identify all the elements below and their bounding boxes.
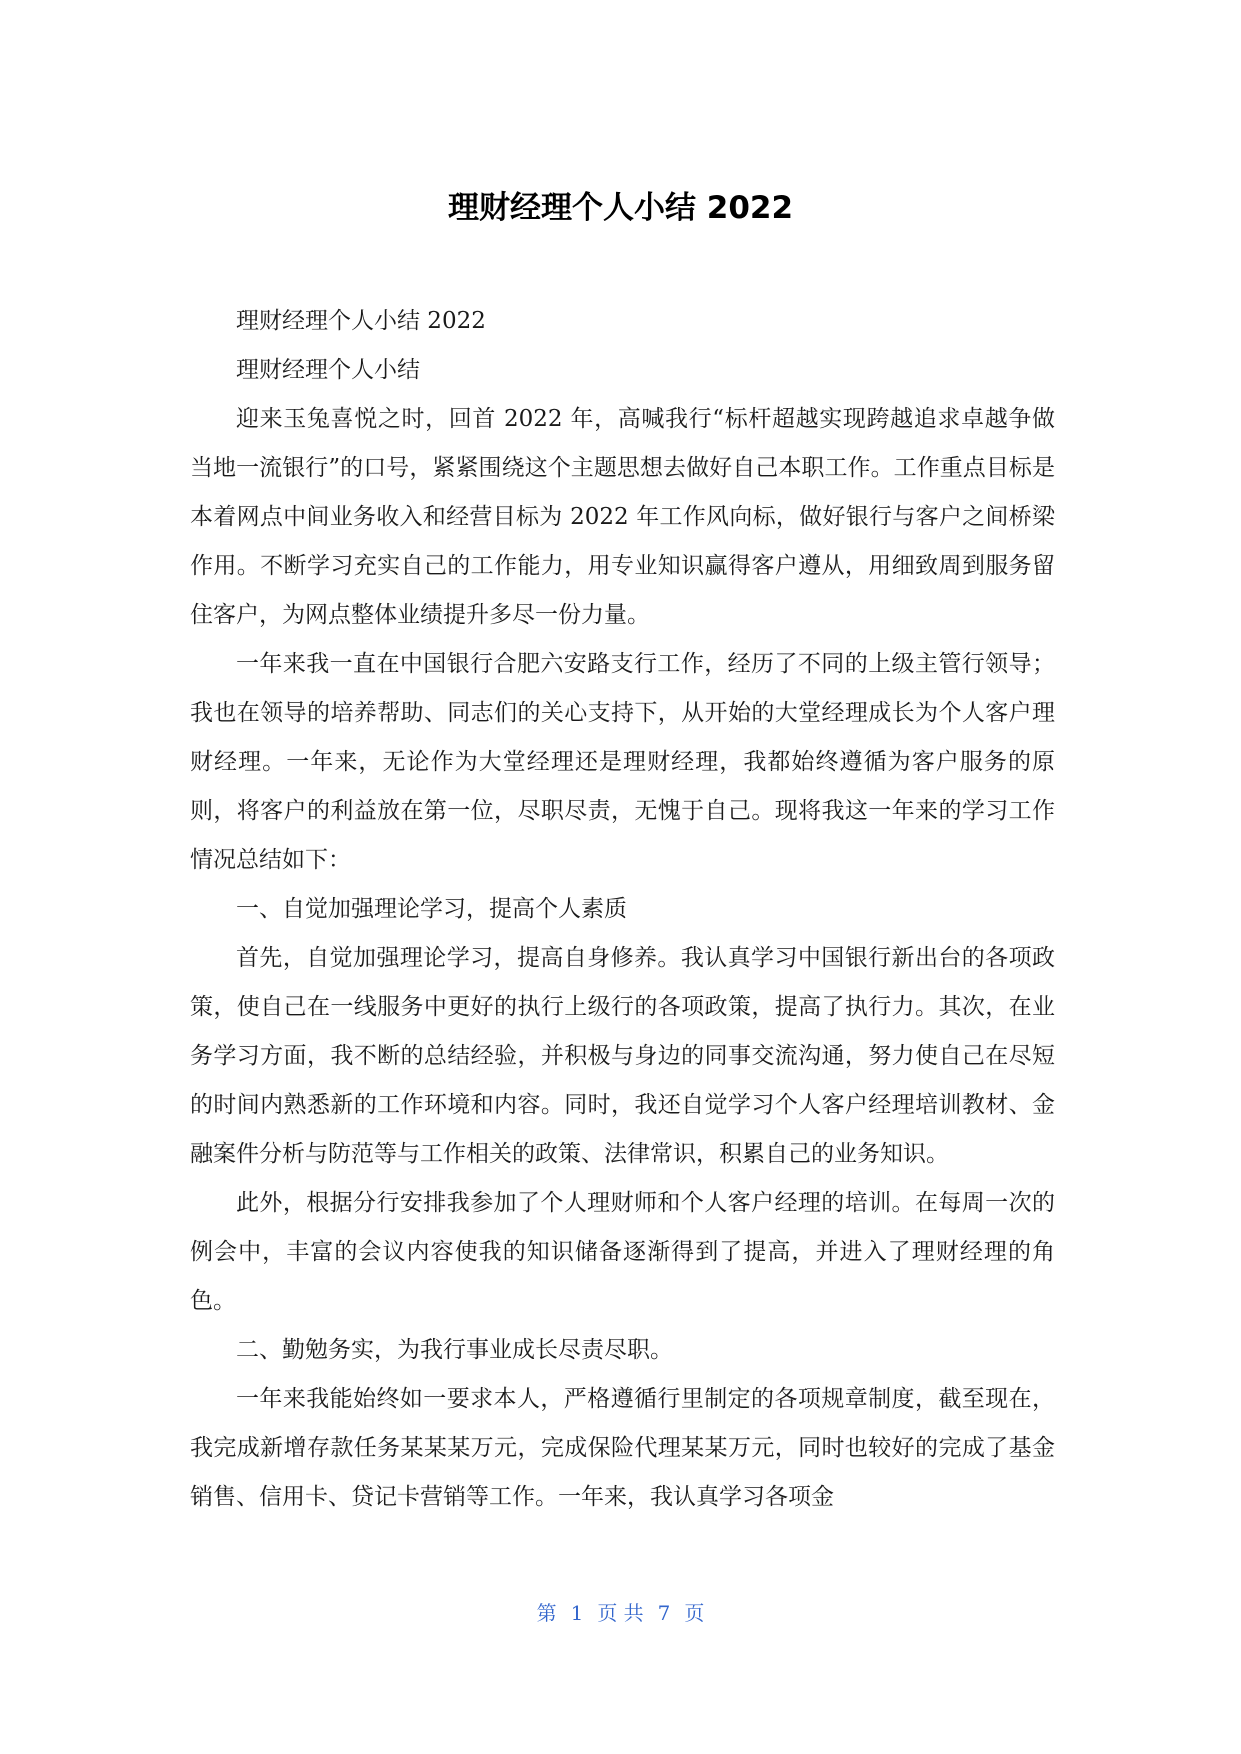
section-heading-1: 一、自觉加强理论学习，提高个人素质	[236, 896, 627, 922]
footer-total-pages: 7	[657, 1601, 671, 1625]
paragraph-background: 一年来我一直在中国银行合肥六安路支行工作，经历了不同的上级主管行领导；我也在领导的培养帮助、同志们的关心支持下，从开始的大堂经理成长为个人客户理财经理。一年来，无论作为大堂经理还是理财经理，我都始终遵循为客户服务的原则，将客户的利益放在第一位，尽职尽责，无愧于自己。现将我这一年来的学习工作情况总结如下：	[190, 651, 1055, 873]
document-body	[190, 297, 1055, 1522]
footer-middle: 页 共	[597, 1601, 644, 1625]
paragraph-intro: 迎来玉兔喜悦之时，回首 2022 年，高喊我行“标杆超越实现跨越追求卓越争做当地一流银行”的口号，紧紧围绕这个主题思想去做好自己本职工作。工作重点目标是本着网点中间业务收入和经营目标为 2022 年工作风向标，做好银行与客户之间桥梁作用。不断学习充实自己的工作能力，用专业知识赢得客户遵从，用细致周到服务留住客户，为网点整体业绩提升多尽一份力量。	[190, 406, 1055, 628]
paragraph-achievements: 一年来我能始终如一要求本人，严格遵循行里制定的各项规章制度，截至现在，我完成新增存款任务某某某万元，完成保险代理某某万元，同时也较好的完成了基金销售、信用卡、贷记卡营销等工作。一年来，我认真学习各项金	[190, 1386, 1055, 1510]
section-heading-2: 二、勤勉务实，为我行事业成长尽责尽职。	[236, 1337, 673, 1363]
paragraph-study: 首先，自觉加强理论学习，提高自身修养。我认真学习中国银行新出台的各项政策，使自己在一线服务中更好的执行上级行的各项政策，提高了执行力。其次，在业务学习方面，我不断的总结经验，并积极与身边的同事交流沟通，努力使自己在尽短的时间内熟悉新的工作环境和内容。同时，我还自觉学习个人客户经理培训教材、金融案件分析与防范等与工作相关的政策、法律常识，积累自己的业务知识。	[190, 945, 1055, 1167]
footer-current-page: 1	[570, 1601, 584, 1625]
paragraph-subtitle: 理财经理个人小结 2022	[236, 308, 486, 334]
paragraph-training: 此外，根据分行安排我参加了个人理财师和个人客户经理的培训。在每周一次的例会中，丰富的会议内容使我的知识储备逐渐得到了提高，并进入了理财经理的角色。	[190, 1190, 1055, 1314]
document-title: 理财经理个人小结 2022	[447, 190, 794, 226]
page-footer	[0, 1599, 1241, 1627]
footer-suffix: 页	[684, 1601, 705, 1625]
paragraph-heading: 理财经理个人小结	[236, 357, 420, 383]
footer-prefix: 第	[536, 1601, 557, 1625]
